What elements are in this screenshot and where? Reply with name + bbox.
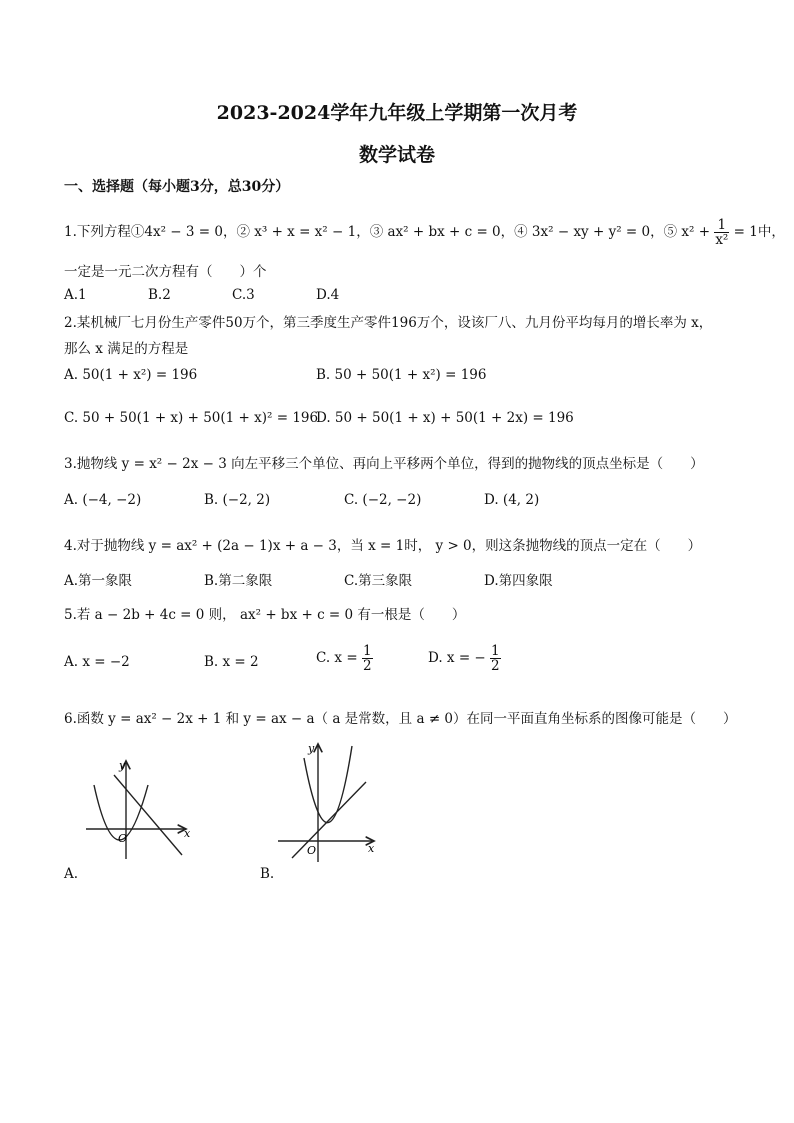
question-5-stem: 5.若 a − 2b + 4c = 0 则， ax² + bx + c = 0 有一根是（ ） — [64, 607, 466, 623]
question-1-fraction-numerator: 1 — [714, 218, 729, 233]
graph-b-line — [292, 782, 366, 858]
graph-b-x-label: x — [368, 842, 375, 855]
graph-b-origin-label: O — [307, 844, 317, 857]
question-3-stem: 3.抛物线 y = x² − 2x − 3 向左平移三个单位、再向上平移两个单位，得到的抛物线的顶点坐标是（ ） — [64, 456, 704, 472]
question-4-option-b: B.第二象限 — [204, 573, 273, 589]
question-2-option-a: A. 50(1 + x²) = 196 — [64, 367, 198, 383]
question-5-option-c-denominator: 2 — [362, 658, 372, 675]
graph-a-origin-label: O — [118, 832, 128, 845]
question-1-fraction-denominator: x² — [715, 232, 729, 249]
question-5-option-b: B. x = 2 — [204, 654, 259, 670]
question-5-option-c-numerator: 1 — [362, 643, 372, 659]
question-1-option-d: D.4 — [316, 287, 340, 303]
question-3-option-c: C. (−2, −2) — [344, 492, 422, 508]
question-5-option-d-prefix: D. x = − — [428, 650, 486, 667]
question-1-option-b: B.2 — [148, 287, 171, 303]
question-1-stem-part-a: 1.下列方程①4x² − 3 = 0，② x³ + x = x² − 1，③ ax² + bx + c = 0，④ 3x² − xy + y² = 0，⑤ x² + — [64, 224, 711, 241]
graph-a-y-label: y — [119, 759, 126, 772]
question-4-option-c: C.第三象限 — [344, 573, 413, 589]
question-6-stem: 6.函数 y = ax² − 2x + 1 和 y = ax − a（ a 是常数，且 a ≠ 0）在同一平面直角坐标系的图像可能是（ ） — [64, 711, 737, 727]
question-3-option-b: B. (−2, 2) — [204, 492, 271, 508]
exam-subtitle: 数学试卷 — [358, 144, 435, 166]
section-heading: 一、选择题（每小题3分，总30分） — [64, 179, 290, 195]
question-3-option-a: A. (−4, −2) — [64, 492, 142, 508]
question-5-option-d-denominator: 2 — [491, 658, 500, 675]
question-5-option-d-fraction — [490, 644, 501, 673]
question-6-graph-b-label: B. — [260, 866, 275, 882]
question-2-option-c: C. 50 + 50(1 + x) + 50(1 + x)² = 196 — [64, 410, 319, 426]
exam-title: 2023-2024学年九年级上学期第一次月考 — [216, 102, 578, 124]
question-5-option-c — [316, 644, 373, 673]
question-5-option-c-fraction — [362, 644, 373, 673]
question-1-stem-part-b: = 1中， — [733, 224, 785, 241]
question-1-option-a: A.1 — [64, 287, 87, 303]
question-6-graph-b — [274, 738, 384, 866]
question-6-graph-a-label: A. — [64, 866, 79, 882]
question-2-stem-line2: 那么 x 满足的方程是 — [64, 341, 189, 357]
question-1-stem-line2: 一定是一元二次方程有（ ）个 — [64, 264, 267, 280]
question-5-option-d — [428, 644, 501, 673]
graph-b-parabola — [304, 746, 352, 823]
question-5-option-d-numerator: 1 — [491, 643, 500, 659]
question-2-option-b: B. 50 + 50(1 + x²) = 196 — [316, 367, 487, 383]
question-4-stem: 4.对于抛物线 y = ax² + (2a − 1)x + a − 3，当 x = 1时， y > 0，则这条抛物线的顶点一定在（ ） — [64, 538, 702, 554]
graph-a-x-label: x — [184, 827, 191, 840]
question-4-option-d: D.第四象限 — [484, 573, 553, 589]
question-5-option-a: A. x = −2 — [64, 654, 130, 670]
question-6-graph-a — [78, 755, 198, 865]
question-2-stem-line1: 2.某机械厂七月份生产零件50万个，第三季度生产零件196万个，设该厂八、九月份平均每月的增长率为 x， — [64, 315, 713, 331]
question-1-option-c: C.3 — [232, 287, 255, 303]
question-1-fraction — [714, 218, 729, 247]
question-5-option-c-prefix: C. x = — [316, 650, 358, 667]
question-3-option-d: D. (4, 2) — [484, 492, 540, 508]
question-1-stem — [64, 218, 785, 247]
graph-b-y-label: y — [308, 742, 315, 755]
question-4-option-a: A.第一象限 — [64, 573, 133, 589]
question-2-option-d: D. 50 + 50(1 + x) + 50(1 + 2x) = 196 — [316, 410, 574, 426]
